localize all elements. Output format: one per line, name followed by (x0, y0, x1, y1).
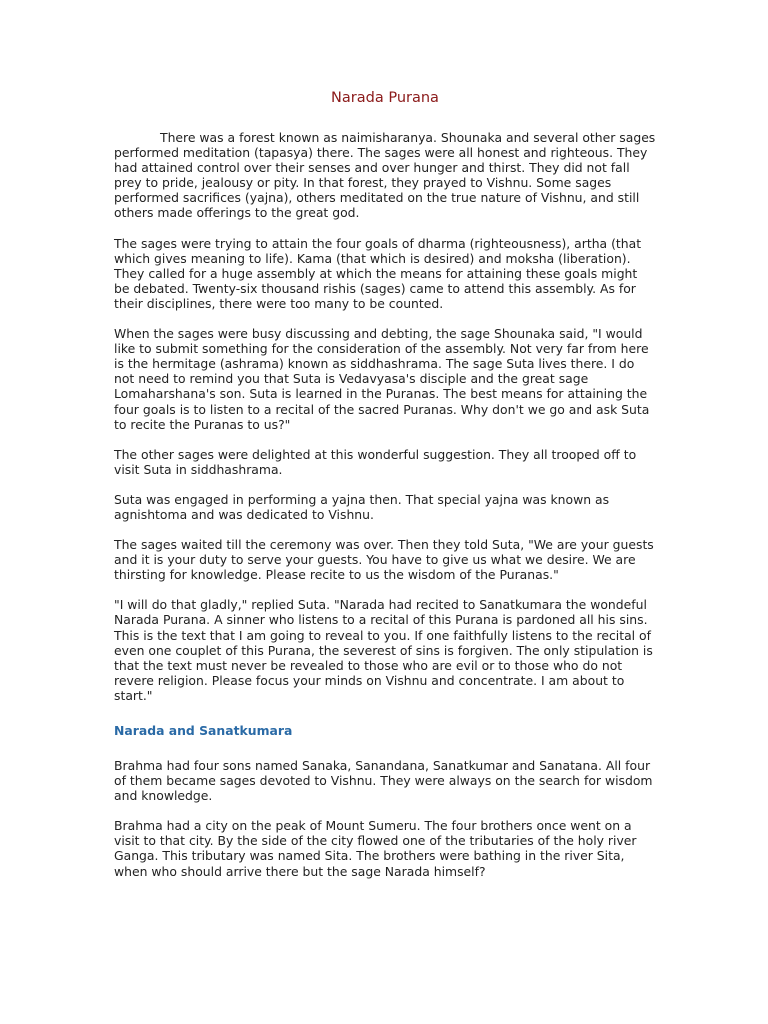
paragraph: The other sages were delighted at this wonderful suggestion. They all trooped off to visit Suta in siddhashrama. (114, 446, 637, 477)
document-title: Narada Purana (331, 90, 439, 106)
section-heading: Narada and Sanatkumara (114, 723, 293, 738)
paragraph: Brahma had four sons named Sanaka, Sanandana, Sanatkumar and Sanatana. All four of them became sages devoted to Vishnu. They were always on the search for wisdom and knowledge. (114, 758, 653, 804)
paragraph: Suta was engaged in performing a yajna then. That special yajna was known as agnishtoma and was dedicated to Vishnu. (114, 491, 610, 522)
paragraph: There was a forest known as naimisharanya. Shounaka and several other sages performed meditation (tapasya) there. The sages were all honest and righteous. They had attained control over their senses and over hunger and thirst. They did not fall prey to pride, jealousy or pity. In that forest, they prayed to Vishnu. Some sages performed sacrifices (yajna), others meditated on the true nature of Vishnu, and still others made offerings to the great god. (114, 130, 656, 221)
paragraph: "I will do that gladly," replied Suta. "Narada had recited to Sanatkumara the wondeful Narada Purana. A sinner who listens to a recital of this Purana is pardoned all his sins. This is the text that I am going to reveal to you. If one faithfully listens to the recital of even one couplet of this Purana, the severest of sins is forgiven. The only stipulation is that the text must never be revealed to those who are evil or to those who do not revere religion. Please focus your minds on Vishnu and concentrate. I am about to start." (114, 597, 653, 703)
document-page (114, 88, 656, 894)
paragraph: The sages waited till the ceremony was over. Then they told Suta, "We are your guests and it is your duty to serve your guests. You have to give us what we desire. We are thirsting for knowledge. Please recite to us the wisdom of the Puranas." (114, 537, 654, 583)
paragraph: The sages were trying to attain the four goals of dharma (righteousness), artha (that which gives meaning to life). Kama (that which is desired) and moksha (liberation). They called for a huge assembly at which the means for attaining these goals might be debated. Twenty-six thousand rishis (sages) came to attend this assembly. As for their disciplines, there were too many to be counted. (114, 235, 642, 311)
paragraph: When the sages were busy discussing and debting, the sage Shounaka said, "I would like to submit something for the consideration of the assembly. Not very far from here is the hermitage (ashrama) known as siddhashrama. The sage Suta lives there. I do not need to remind you that Suta is Vedavyasa's disciple and the great sage Lomaharshana's son. Suta is learned in the Puranas. The best means for attaining the four goals is to listen to a recital of the sacred Puranas. Why don't we go and ask Suta to recite the Puranas to us?" (114, 326, 650, 432)
paragraph: Brahma had a city on the peak of Mount Sumeru. The four brothers once went on a visit to that city. By the side of the city flowed one of the tributaries of the holy river Ganga. This tributary was named Sita. The brothers were bathing in the river Sita, when who should arrive there but the sage Narada himself? (114, 818, 637, 879)
